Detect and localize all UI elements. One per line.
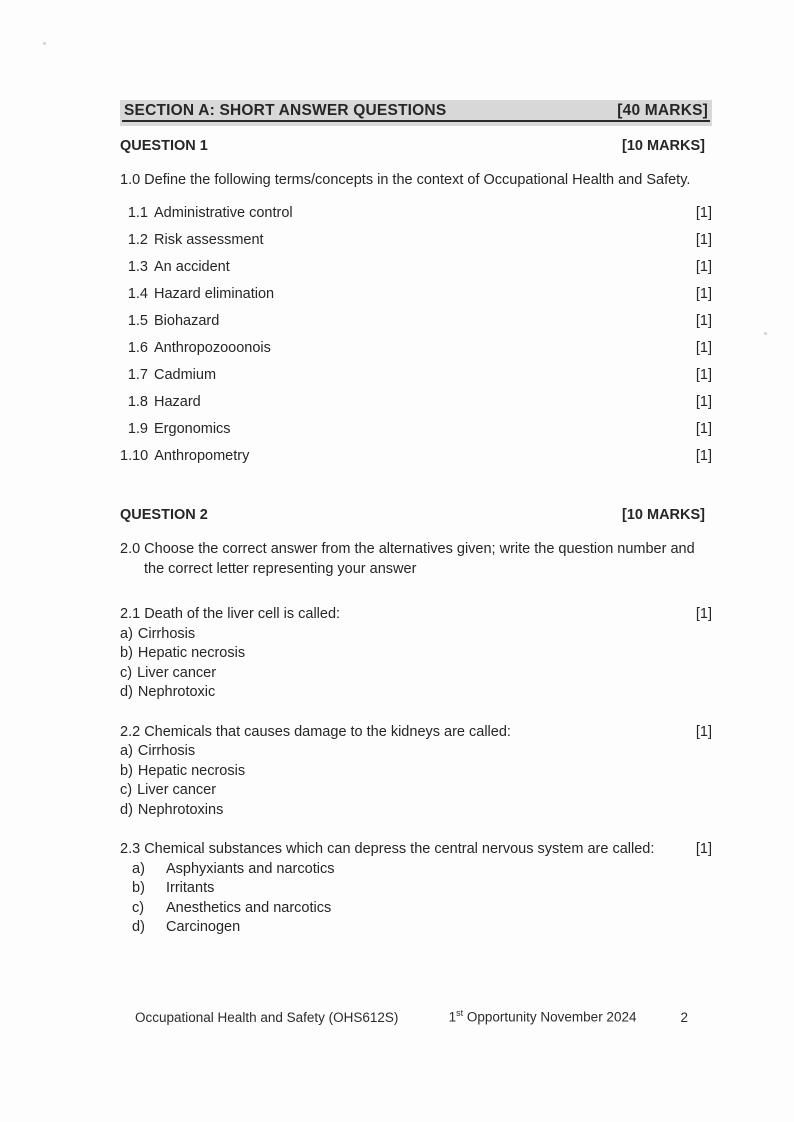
option-text: Liver cancer <box>137 782 217 798</box>
option-text: Liver cancer <box>137 664 217 681</box>
mcq-question-text: 2.1 Death of the liver cell is called: <box>120 606 341 622</box>
question1-header <box>120 138 712 154</box>
option-letter: a) <box>120 743 133 759</box>
item-number: 1.4 <box>127 285 148 302</box>
question2-title: QUESTION 2 <box>120 507 208 523</box>
mcq-2-3 <box>120 840 712 938</box>
question2-marks: [10 MARKS] <box>622 507 705 523</box>
item-marks: [1] <box>695 312 712 329</box>
option-letter: a) <box>132 860 145 877</box>
item-text <box>120 232 264 248</box>
option-text: Nephrotoxins <box>137 801 224 818</box>
option-letter: b) <box>132 880 145 896</box>
item-text <box>120 448 249 464</box>
definition-item <box>120 280 712 307</box>
mcq-marks: [1] <box>695 723 712 740</box>
item-number: 1.10 <box>120 447 149 464</box>
question1-title: QUESTION 1 <box>120 138 208 154</box>
question2-section <box>120 507 712 938</box>
option-letter: d) <box>120 801 133 818</box>
item-label: Cadmium <box>154 366 217 383</box>
mcq-option <box>120 860 712 880</box>
item-marks: [1] <box>695 231 712 248</box>
option-letter: d) <box>120 684 133 700</box>
definition-item <box>120 253 712 280</box>
definition-item <box>120 334 712 361</box>
option-text: Anesthetics and narcotics <box>166 899 332 916</box>
definition-item <box>120 361 712 388</box>
footer-right-group <box>449 1008 712 1025</box>
item-label: Administrative control <box>154 204 293 221</box>
footer-ordinal-superscript: st <box>456 1008 464 1018</box>
option-text: Hepatic necrosis <box>137 762 246 779</box>
question1-intro: 1.0 Define the following terms/concepts in the context of Occupational Health and Safety. <box>120 172 691 188</box>
item-number: 1.7 <box>127 366 148 383</box>
item-marks: [1] <box>695 393 712 410</box>
option-letter: b) <box>120 762 133 779</box>
item-text <box>120 313 219 329</box>
section-marks: [40 MARKS] <box>617 102 708 119</box>
item-text <box>120 394 201 410</box>
mcq-option <box>120 762 712 782</box>
question2-intro-line1: 2.0 Choose the correct answer from the alternatives given; write the question number and <box>120 541 695 557</box>
mcq-number: 2.2 <box>120 723 141 740</box>
item-label: Hazard elimination <box>154 285 275 302</box>
option-letter: b) <box>120 645 133 661</box>
section-a-header <box>122 101 710 122</box>
mcq-option <box>120 683 712 703</box>
mcq-option <box>120 899 712 919</box>
definition-item <box>120 388 712 415</box>
definition-item <box>120 415 712 442</box>
option-text: Nephrotoxic <box>137 684 216 700</box>
mcq-option <box>120 742 712 762</box>
item-marks: [1] <box>695 258 712 275</box>
mcq-question-line <box>120 840 712 860</box>
mcq-marks: [1] <box>695 606 712 622</box>
option-text: Hepatic necrosis <box>137 645 246 661</box>
mcq-option <box>120 644 712 664</box>
option-text: Irritants <box>166 880 215 896</box>
mcq-number: 2.3 <box>120 841 141 857</box>
mcq-question-line <box>120 723 712 743</box>
item-label: An accident <box>154 258 230 275</box>
item-number: 1.6 <box>127 339 148 356</box>
definition-item <box>120 307 712 334</box>
item-marks: [1] <box>695 339 712 356</box>
option-letter: a) <box>120 625 133 642</box>
definition-item <box>120 226 712 253</box>
item-text <box>120 421 231 437</box>
mcq-option <box>120 625 712 645</box>
definition-item <box>120 199 712 226</box>
option-letter: d) <box>132 919 145 935</box>
option-text: Asphyxiants and narcotics <box>166 860 335 877</box>
mcq-question-line <box>120 605 712 625</box>
definition-item <box>120 442 712 469</box>
item-marks: [1] <box>695 420 712 437</box>
option-letter: c) <box>132 899 145 916</box>
mcq-option <box>120 918 712 938</box>
footer-course-title: Occupational Health and Safety (OHS612S) <box>135 1009 399 1025</box>
item-number: 1.1 <box>127 204 148 221</box>
item-number: 1.5 <box>127 312 148 329</box>
option-text: Carcinogen <box>166 919 241 935</box>
mcq-2-1 <box>120 605 712 703</box>
mcq-marks: [1] <box>695 841 712 857</box>
item-marks: [1] <box>695 285 712 302</box>
item-text <box>120 286 274 302</box>
mcq-question-text: 2.3 Chemical substances which can depress the central nervous system are called: <box>120 841 655 857</box>
item-marks: [1] <box>695 366 712 383</box>
option-letter: c) <box>120 664 133 681</box>
item-text <box>120 259 230 275</box>
item-label: Risk assessment <box>154 231 264 248</box>
question1-marks: [10 MARKS] <box>622 138 705 154</box>
item-label: Biohazard <box>154 312 220 329</box>
item-number: 1.3 <box>127 258 148 275</box>
mcq-2-2 <box>120 723 712 821</box>
definition-list <box>120 199 712 469</box>
footer-opportunity: 1st Opportunity November 2024 <box>448 1008 637 1025</box>
section-title: SECTION A: SHORT ANSWER QUESTIONS <box>124 102 447 119</box>
item-label: Anthropometry <box>154 447 250 464</box>
question2-header <box>120 507 712 523</box>
item-label: Ergonomics <box>154 420 231 437</box>
item-text <box>120 205 293 221</box>
mcq-option <box>120 879 712 899</box>
item-marks: [1] <box>695 447 712 464</box>
item-number: 1.2 <box>127 231 148 248</box>
mcq-option <box>120 664 712 684</box>
scan-speck <box>43 42 46 45</box>
page-content <box>120 100 712 938</box>
section-a-header-bar <box>120 100 712 126</box>
item-label: Anthropozooonois <box>154 339 271 356</box>
question2-intro <box>120 539 712 579</box>
mcq-option <box>120 801 712 821</box>
option-text: Cirrhosis <box>137 625 196 642</box>
item-text <box>120 340 271 356</box>
mcq-option <box>120 781 712 801</box>
question2-intro-line2: the correct letter representing your answer <box>144 561 417 577</box>
item-label: Hazard <box>154 393 201 410</box>
item-marks: [1] <box>695 204 712 221</box>
page-footer <box>120 1008 712 1025</box>
footer-page-number: 2 <box>680 1009 688 1025</box>
item-number: 1.9 <box>127 420 148 437</box>
option-letter: c) <box>120 782 133 798</box>
option-text: Cirrhosis <box>137 743 196 759</box>
item-number: 1.8 <box>127 393 148 410</box>
mcq-number: 2.1 <box>120 606 141 622</box>
scan-speck <box>764 332 767 335</box>
mcq-question-text: 2.2 Chemicals that causes damage to the kidneys are called: <box>120 723 511 740</box>
item-text <box>120 367 216 383</box>
